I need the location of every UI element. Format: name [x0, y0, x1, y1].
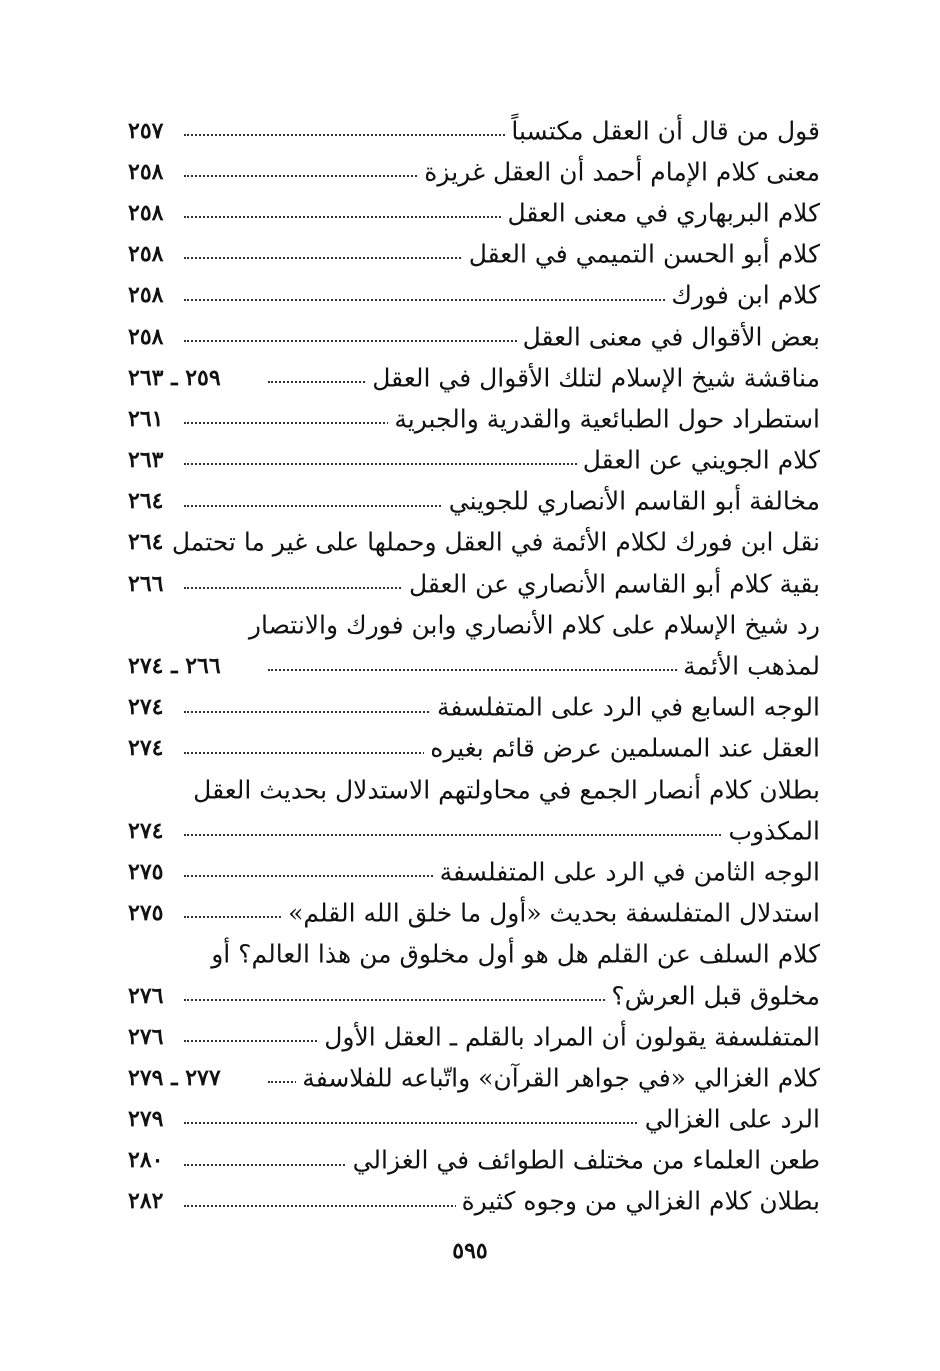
entry-title: لمذهب الأئمة: [677, 652, 820, 681]
entry-page: ٢٥٨: [128, 199, 164, 226]
entry-title: استطراد حول الطبائعية والقدرية والجبرية: [388, 404, 820, 433]
entry-title: رد شيخ الإسلام على كلام الأنصاري وابن فورك والانتصار: [248, 610, 820, 640]
toc-entry: [128, 975, 820, 1016]
entry-title: كلام البربهاري في معنى العقل: [501, 198, 820, 227]
entry-page: ٢٧٤: [128, 735, 164, 762]
toc-entry: [128, 1140, 820, 1181]
toc-entry: [128, 728, 820, 769]
toc-entry: [128, 357, 820, 398]
entry-page: ٢٦٦ ـ ٢٧٤: [128, 653, 221, 680]
toc-entry: [128, 604, 820, 645]
entry-title: الوجه الثامن في الرد على المتفلسفة: [434, 857, 820, 886]
entry-title: استدلال المتفلسفة بحديث «أول ما خلق الله القلم»: [282, 899, 820, 928]
entry-page: ٢٥٧: [128, 117, 164, 144]
page-number: ٥٩٥: [452, 1238, 488, 1264]
toc-entry: [128, 398, 820, 439]
toc-entry: [128, 151, 820, 192]
toc-entry: [128, 563, 820, 604]
entry-title: المتفلسفة يقولون أن المراد بالقلم ـ العقل الأول: [318, 1022, 820, 1051]
entry-title: مناقشة شيخ الإسلام لتلك الأقوال في العقل: [366, 363, 820, 392]
toc-entry: [128, 1057, 820, 1098]
entry-page: ٢٧٥: [128, 858, 164, 885]
toc-entry: [128, 893, 820, 934]
entry-page: ٢٧٦: [128, 982, 164, 1009]
entry-page: ٢٥٨: [128, 282, 164, 309]
toc-entry: [128, 687, 820, 728]
table-of-contents: [128, 110, 820, 1222]
entry-page: ٢٨٠: [128, 1147, 164, 1174]
toc-entry: [128, 110, 820, 151]
entry-title: بطلان كلام أنصار الجمع في محاولتهم الاستدلال بحديث العقل: [193, 775, 820, 805]
entry-page: ٢٦١: [128, 405, 164, 432]
entry-page: ٢٧٤: [128, 817, 164, 844]
entry-title: كلام ابن فورك: [665, 281, 820, 310]
toc-entry: [128, 440, 820, 481]
entry-title: كلام الغزالي «في جواهر القرآن» واتّباعه للفلاسفة: [296, 1063, 820, 1092]
entry-title: طعن العلماء من مختلف الطوائف في الغزالي: [347, 1146, 820, 1175]
entry-title: نقل ابن فورك لكلام الأئمة في العقل وحملها على غير ما تحتمل: [166, 528, 820, 557]
entry-title: قول من قال أن العقل مكتسباً: [505, 116, 820, 145]
toc-entry: [128, 192, 820, 233]
entry-title: الوجه السابع في الرد على المتفلسفة: [431, 693, 820, 722]
entry-page: ٢٧٧ ـ ٢٧٩: [128, 1064, 221, 1091]
toc-entry: [128, 810, 820, 851]
entry-title: المكذوب: [722, 816, 820, 845]
entry-page: ٢٦٣: [128, 447, 164, 474]
toc-entry: [128, 851, 820, 892]
entry-page: ٢٥٩ ـ ٢٦٣: [128, 364, 221, 391]
entry-title: مخالفة أبو القاسم الأنصاري للجويني: [443, 487, 820, 516]
entry-page: ٢٥٨: [128, 241, 164, 268]
entry-page: ٢٧٩: [128, 1106, 164, 1133]
toc-entry: [128, 934, 820, 975]
entry-title: كلام الجويني عن العقل: [577, 446, 820, 475]
toc-entry: [128, 1099, 820, 1140]
entry-page: ٢٦٤: [128, 529, 164, 556]
entry-page: ٢٧٦: [128, 1023, 164, 1050]
entry-page: ٢٥٨: [128, 158, 164, 185]
toc-entry: [128, 275, 820, 316]
entry-title: الرد على الغزالي: [639, 1105, 820, 1134]
entry-title: مخلوق قبل العرش؟: [605, 981, 820, 1010]
entry-title: بقية كلام أبو القاسم الأنصاري عن العقل: [403, 569, 820, 598]
toc-entry: [128, 1181, 820, 1222]
entry-title: العقل عند المسلمين عرض قائم بغيره: [424, 734, 820, 763]
entry-page: ٢٦٦: [128, 570, 164, 597]
toc-entry: [128, 316, 820, 357]
toc-entry: [128, 481, 820, 522]
entry-title: بطلان كلام الغزالي من وجوه كثيرة: [456, 1187, 820, 1216]
entry-page: ٢٦٤: [128, 488, 164, 515]
entry-title: كلام أبو الحسن التميمي في العقل: [463, 240, 820, 269]
entry-title: كلام السلف عن القلم هل هو أول مخلوق من هذا العالم؟ أو: [211, 939, 820, 969]
entry-page: ٢٨٢: [128, 1188, 164, 1215]
entry-title: بعض الأقوال في معنى العقل: [517, 322, 820, 351]
toc-entry: [128, 522, 820, 563]
toc-entry: [128, 645, 820, 686]
entry-page: ٢٧٤: [128, 694, 164, 721]
toc-entry: [128, 769, 820, 810]
entry-page: ٢٧٥: [128, 900, 164, 927]
toc-entry: [128, 234, 820, 275]
toc-entry: [128, 1016, 820, 1057]
entry-title: معنى كلام الإمام أحمد أن العقل غريزة: [418, 157, 820, 186]
entry-page: ٢٥٨: [128, 323, 164, 350]
